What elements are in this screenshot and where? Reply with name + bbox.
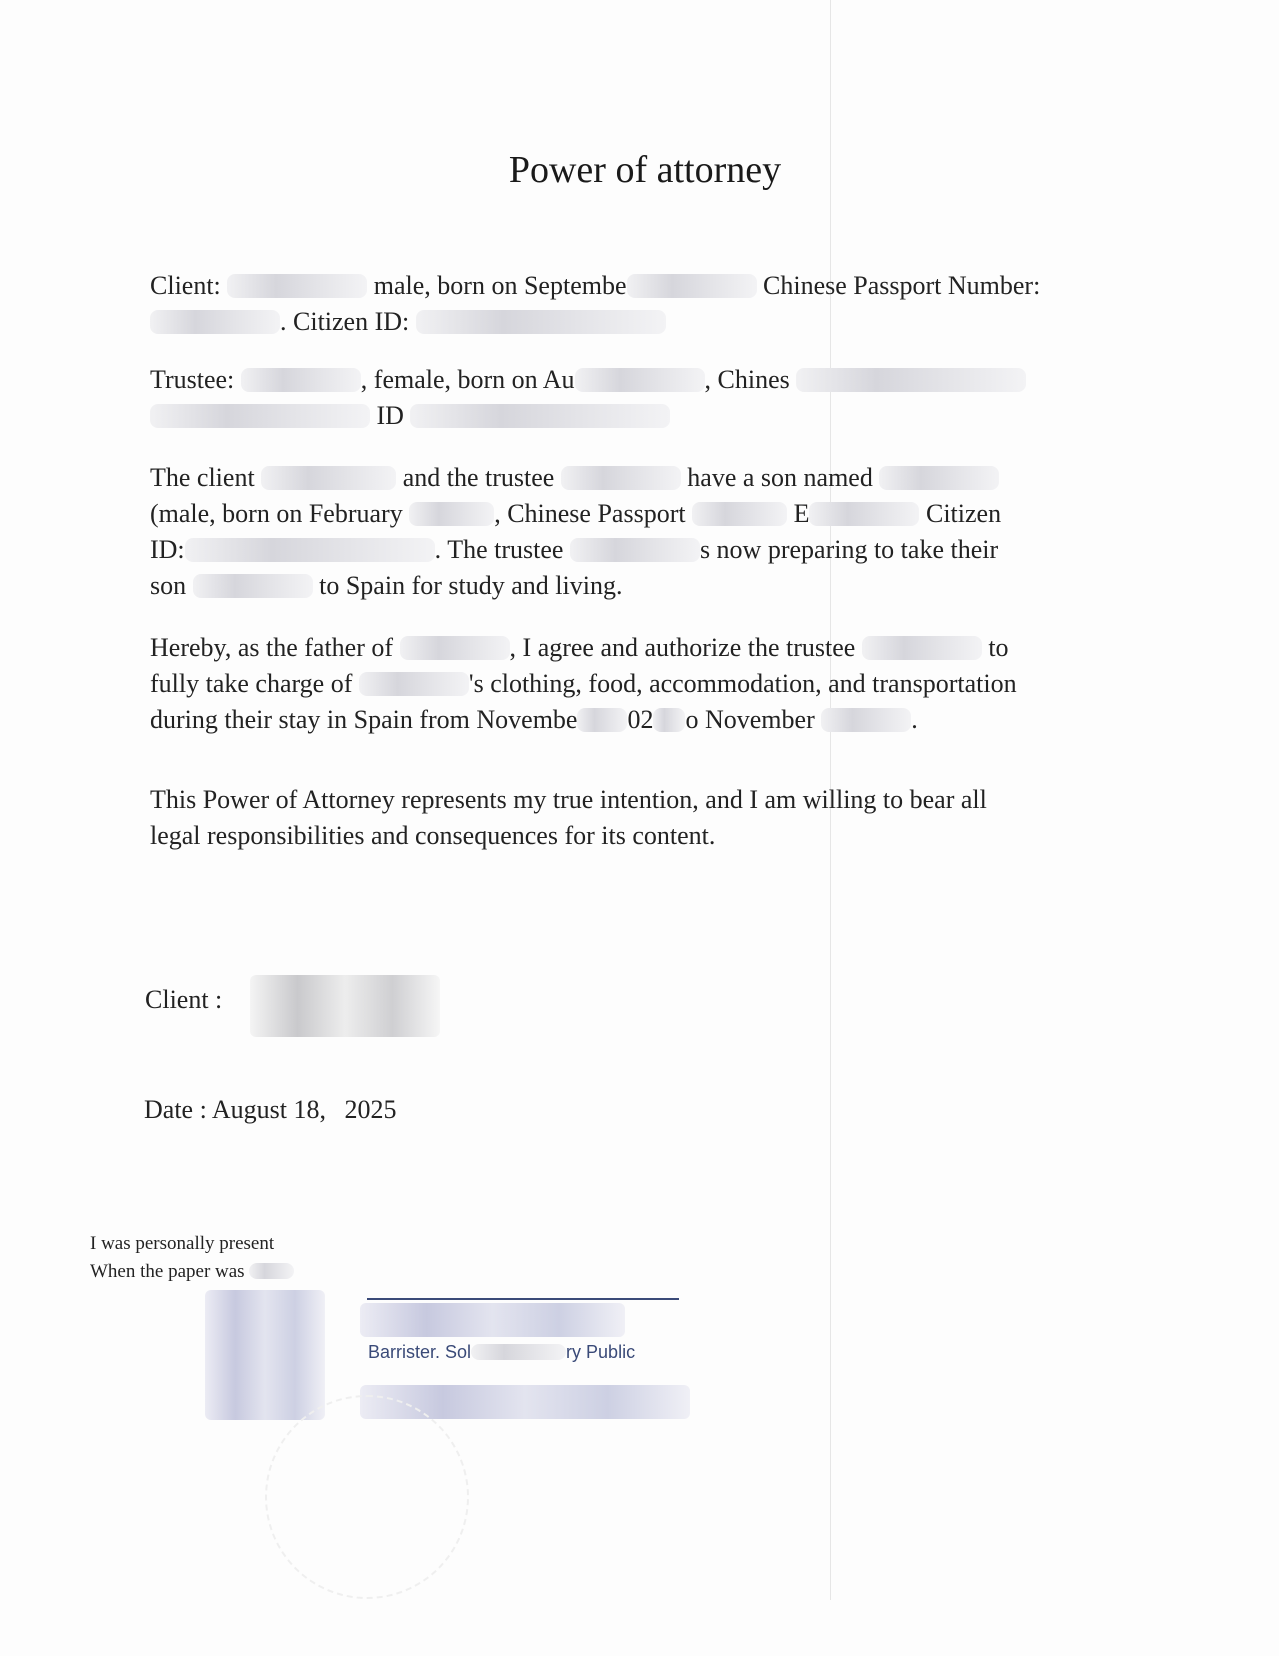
witness-note xyxy=(90,1230,294,1286)
redacted-passport xyxy=(150,310,280,334)
family-text-11: son xyxy=(150,571,187,600)
authorize-text-2: , I agree and authorize the trustee xyxy=(509,633,856,662)
client-text-3: . Citizen ID: xyxy=(280,307,410,336)
notary-name xyxy=(360,1303,625,1337)
authorize-text-1: Hereby, as the father of xyxy=(150,633,394,662)
redacted-name xyxy=(359,672,469,696)
client-label: Client: xyxy=(150,271,221,300)
redacted-date xyxy=(409,502,494,526)
trustee-text-1: , female, born on Au xyxy=(360,365,575,394)
redacted-citizen-id xyxy=(416,310,666,334)
trustee-label: Trustee: xyxy=(150,365,235,394)
trustee-text-2: , Chines xyxy=(704,365,790,394)
redacted-name xyxy=(570,538,700,562)
authorize-text-3: to xyxy=(988,633,1009,662)
family-text-3: have a son named xyxy=(687,463,873,492)
date-year: 2025 xyxy=(344,1095,397,1124)
intent-paragraph xyxy=(150,782,1135,854)
family-text-7: Citizen xyxy=(925,499,1002,528)
document-title: Power of attorney xyxy=(508,149,782,191)
intent-line-1: This Power of Attorney represents my true intention, and I am willing to bear all xyxy=(150,785,987,814)
redacted-passport xyxy=(692,502,787,526)
notary-role-text-1: Barrister. Sol xyxy=(368,1342,472,1362)
client-text-1: male, born on Septembe xyxy=(373,271,627,300)
family-text-10: s now preparing to take their xyxy=(699,535,999,564)
authorize-text-9: . xyxy=(911,705,918,734)
family-text-5: , Chinese Passport xyxy=(494,499,686,528)
family-paragraph xyxy=(150,460,1135,604)
authorize-text-7: 02 xyxy=(627,705,654,734)
redacted-name xyxy=(400,636,510,660)
witness-note-line-1: I was personally present xyxy=(90,1233,275,1254)
family-text-2: and the trustee xyxy=(402,463,555,492)
redacted-date xyxy=(575,368,705,392)
redacted-name xyxy=(561,466,681,490)
redacted-name xyxy=(227,274,367,298)
redacted-name xyxy=(193,574,313,598)
redacted-date xyxy=(653,708,685,732)
client-text-2: Chinese Passport Number: xyxy=(763,271,1041,300)
date-label: Date : August 18, xyxy=(144,1095,326,1124)
authorize-text-5: 's clothing, food, accommodation, and transportation xyxy=(468,669,1017,698)
redacted-date xyxy=(627,274,757,298)
authorize-text-4: fully take charge of xyxy=(150,669,353,698)
redacted-date xyxy=(821,708,911,732)
redacted-word xyxy=(249,1263,294,1279)
signature-date xyxy=(144,1095,397,1125)
family-text-4: (male, born on February xyxy=(150,499,403,528)
family-text-9: . The trustee xyxy=(434,535,564,564)
authorize-text-6: during their stay in Spain from Novembe xyxy=(150,705,578,734)
notary-signature-line xyxy=(367,1298,679,1300)
authorization-paragraph xyxy=(150,630,1135,738)
notary-role xyxy=(368,1342,635,1363)
client-signature-label: Client : xyxy=(145,985,223,1014)
intent-line-2: legal responsibilities and consequences for its content. xyxy=(150,821,716,850)
family-text-8: ID: xyxy=(150,535,185,564)
redacted-name xyxy=(879,466,999,490)
redacted-citizen-id xyxy=(410,404,670,428)
redacted-passport-number xyxy=(809,502,919,526)
redacted-word xyxy=(471,1344,566,1360)
redacted-citizen-id xyxy=(185,538,435,562)
notary-role-text-2: ry Public xyxy=(566,1342,636,1362)
family-text-6: E xyxy=(793,499,810,528)
authorize-text-8: o November xyxy=(685,705,815,734)
redacted-passport-number xyxy=(150,404,370,428)
client-signature xyxy=(250,975,440,1037)
witness-note-line-2 xyxy=(90,1258,294,1286)
trustee-text-3: ID xyxy=(376,401,404,430)
redacted-name xyxy=(862,636,982,660)
witness-signature xyxy=(205,1290,325,1420)
redacted-name xyxy=(241,368,361,392)
family-text-12: to Spain for study and living. xyxy=(319,571,623,600)
redacted-passport xyxy=(796,368,1026,392)
embossed-seal xyxy=(265,1395,469,1599)
redacted-date xyxy=(577,708,627,732)
family-text-1: The client xyxy=(150,463,255,492)
trustee-info xyxy=(150,362,1135,434)
witness-note-text: When the paper was xyxy=(90,1261,245,1282)
client-info xyxy=(150,268,1135,340)
redacted-name xyxy=(261,466,396,490)
